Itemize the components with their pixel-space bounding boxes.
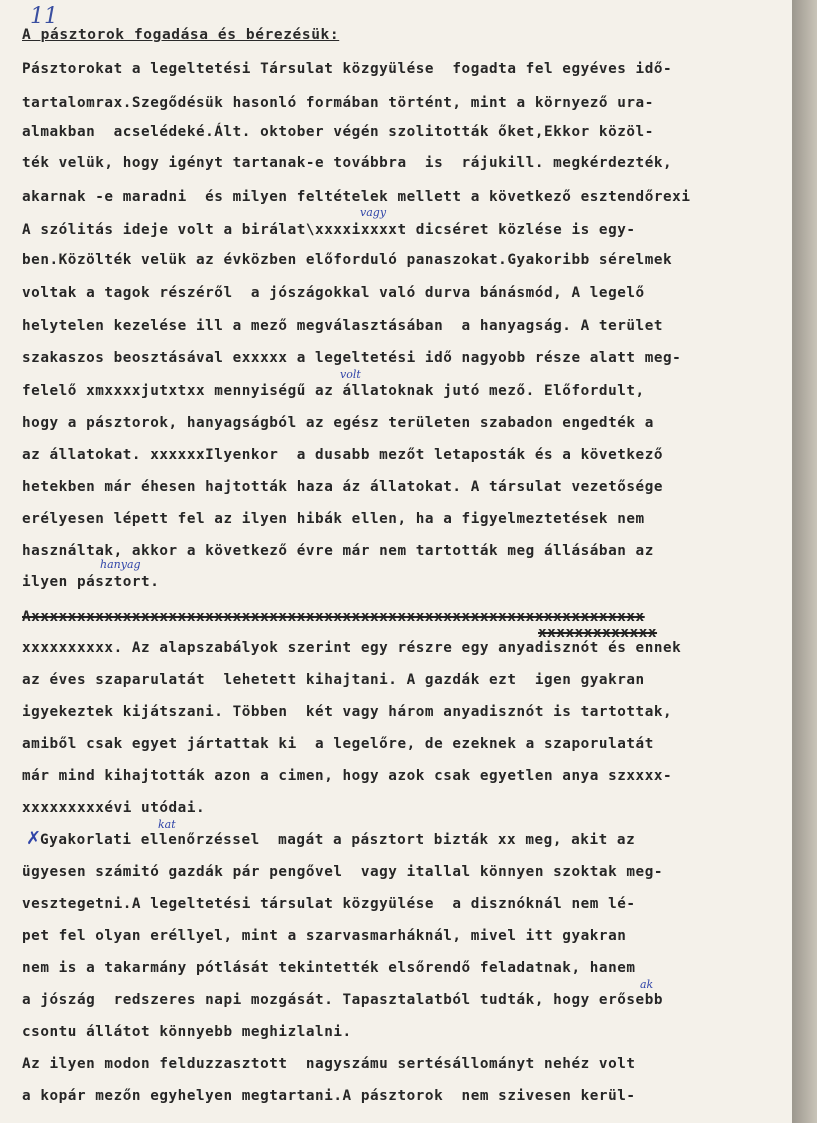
text-line: igyekeztek kijátszani. Többen két vagy három anyadisznót is tartottak, bbox=[22, 704, 673, 720]
text-line: ték velük, hogy igényt tartanak-e továbbra is rájukill. megkérdezték, bbox=[22, 155, 673, 171]
text-line: csontu állátot könnyebb meghizlalni. bbox=[22, 1024, 352, 1040]
text-line: a kopár mezőn egyhelyen megtartani.A pásztorok nem szivesen kerül- bbox=[22, 1088, 636, 1104]
text-line: vesztegetni.A legeltetési társulat közgyülése a disznóknál nem lé- bbox=[22, 896, 636, 912]
text-line: xxxxxxxxxévi utódai. bbox=[22, 800, 206, 816]
text-line: nem is a takarmány pótlását tekintették elsőrendő feladatnak, hanem bbox=[22, 960, 636, 976]
text-line: ilyen pásztort. bbox=[22, 574, 160, 590]
text-line: felelő xmxxxxjutxtxx mennyiségű az állatoknak jutó mező. Előfordult, bbox=[22, 383, 645, 399]
text-line: ügyesen számitó gazdák pár pengővel vagy itallal könnyen szoktak meg- bbox=[22, 864, 664, 880]
pen-annotation: ak bbox=[640, 978, 654, 991]
text-line: ben.Közölték velük az évközben előforduló panaszokat.Gyakoribb sérelmek bbox=[22, 252, 673, 268]
struck-line: xxxxxxxxxxxxx bbox=[538, 625, 658, 641]
text-line: az állatokat. xxxxxxIlyenkor a dusabb mezőt letaposták és a következő bbox=[22, 447, 664, 463]
page-heading: A pásztorok fogadása és bérezésük: bbox=[22, 27, 340, 43]
text-line: erélyesen lépett fel az ilyen hibák ellen, ha a figyelmeztetések nem bbox=[22, 511, 645, 527]
text-line: az éves szaparulatát lehetett kihajtani. A gazdák ezt igen gyakran bbox=[22, 672, 645, 688]
text-line: a jószág redszeres napi mozgását. Tapasztalatból tudták, hogy erősebb bbox=[22, 992, 664, 1008]
text-line: akarnak -e maradni és milyen feltételek mellett a következő esztendőrexi bbox=[22, 189, 691, 205]
text-line: Gyakorlati ellenőrzéssel magát a pásztort bizták xx meg, akit az bbox=[40, 832, 636, 848]
text-line: amiből csak egyet jártattak ki a legelőre, de ezeknek a szaporulatát bbox=[22, 736, 654, 752]
text-line: hetekben már éhesen hajtották haza áz állatokat. A társulat vezetősége bbox=[22, 479, 664, 495]
text-line: voltak a tagok részéről a jószágokkal való durva bánásmód, A legelő bbox=[22, 285, 645, 301]
pen-annotation: hanyag bbox=[100, 558, 141, 571]
struck-line: Axxxxxxxxxxxxxxxxxxxxxxxxxxxxxxxxxxxxxxxxxxxxxxxxxxxxxxxxxxxxxxxxxxx bbox=[22, 609, 645, 625]
text-line: Az ilyen modon felduzzasztott nagyszámu sertésállományt nehéz volt bbox=[22, 1056, 636, 1072]
pen-annotation: kat bbox=[158, 818, 176, 831]
text-line: helytelen kezelése ill a mező megválasztásában a hanyagság. A terület bbox=[22, 318, 664, 334]
text-line: már mind kihajtották azon a cimen, hogy azok csak egyetlen anya szxxxx- bbox=[22, 768, 673, 784]
text-line: szakaszos beosztásával exxxxx a legeltetési idő nagyobb része alatt meg- bbox=[22, 350, 682, 366]
pen-annotation: vagy bbox=[360, 206, 387, 219]
text-line: Pásztorokat a legeltetési Társulat közgyülése fogadta fel egyéves idő- bbox=[22, 61, 673, 77]
text-line: A szólitás ideje volt a birálat\xxxxixxxxt dicséret közlése is egy- bbox=[22, 222, 636, 238]
text-line: használtak, akkor a következő évre már nem tartották meg állásában az bbox=[22, 543, 654, 559]
text-line: tartalomrax.Szegődésük hasonló formában történt, mint a környező ura- bbox=[22, 95, 654, 111]
text-line: pet fel olyan eréllyel, mint a szarvasmarháknál, mivel itt gyakran bbox=[22, 928, 627, 944]
text-line: xxxxxxxxxx. Az alapszabályok szerint egy részre egy anyadisznót és ennek bbox=[22, 640, 682, 656]
pen-annotation: volt bbox=[340, 368, 361, 381]
scan-edge bbox=[792, 0, 817, 1123]
insertion-mark: ✗ bbox=[26, 828, 42, 849]
page-number-note: 11 bbox=[30, 4, 58, 29]
text-line: hogy a pásztorok, hanyagságból az egész területen szabadon engedték a bbox=[22, 415, 654, 431]
text-line: almakban acselédeké.Ált. oktober végén szolitották őket,Ekkor közöl- bbox=[22, 124, 654, 140]
